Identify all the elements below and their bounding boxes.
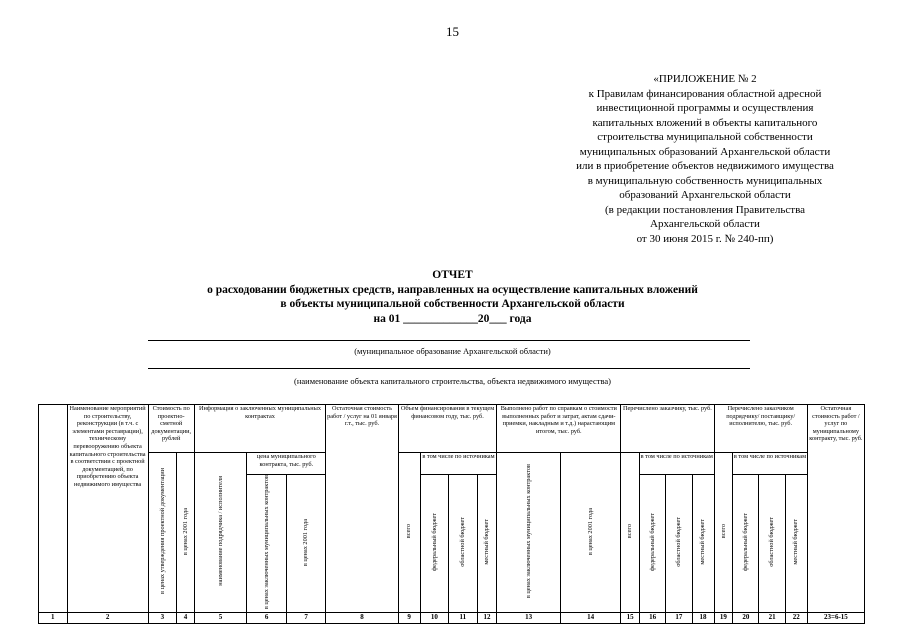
appendix-line: в муниципальную собственность муниципальных — [587, 174, 823, 187]
paid-sources-subheader: в том числе по источникам — [639, 453, 714, 475]
column-number: 18 — [692, 612, 714, 623]
appendix-line: или в приобретение объектов недвижимого имущества — [576, 160, 834, 172]
col-15-header: всего — [621, 453, 640, 613]
column-number: 2 — [67, 612, 148, 623]
report-title-block — [0, 268, 905, 326]
column-number: 1 — [39, 612, 68, 623]
object-caption: (наименование объекта капитального строительства, объекта недвижимого имущества) — [294, 376, 611, 386]
column-number: 14 — [560, 612, 620, 623]
col-8-header: Остаточная стоимость работ / услуг на 01 января г.т., тыс. руб. — [326, 405, 398, 613]
appendix-line: (в редакции постановления Правительства — [604, 203, 806, 216]
contracts-group-header: Информация о заключенных муниципальных контрактах — [194, 405, 326, 453]
col-16-header: федеральный бюджет — [639, 475, 665, 613]
col-19-header: всего — [714, 453, 733, 613]
municipality-fill-line — [148, 340, 750, 341]
report-subtitle-line: о расходовании бюджетных средств, направленных на осуществление капитальных вложений — [207, 283, 698, 296]
column-number: 6 — [247, 612, 286, 623]
column-number: 17 — [666, 612, 692, 623]
column-number: 7 — [286, 612, 325, 623]
column-number: 4 — [177, 612, 195, 623]
column-number: 3 — [148, 612, 177, 623]
col-4-header: в ценах 2001 года — [177, 453, 195, 613]
column-number: 22 — [785, 612, 807, 623]
transferred-sources-subheader: в том числе по источникам — [733, 453, 808, 475]
page-number: 15 — [446, 24, 459, 39]
column-number: 15 — [621, 612, 640, 623]
financing-sources-subheader: в том числе по источникам — [420, 453, 497, 475]
col-14-header: в ценах 2001 года — [560, 453, 620, 613]
column-number: 16 — [639, 612, 665, 623]
contract-price-group-header: цена муниципального контракта, тыс. руб. — [247, 453, 326, 475]
paid-to-customer-group-header: Перечислено заказчику, тыс. руб. — [621, 405, 714, 453]
appendix-line: от 30 июня 2015 г. № 240-пп) — [636, 232, 774, 245]
paid-by-customer-group-header: Перечислено заказчиком подрядчику/ поставщику/ исполнителю, тыс. руб. — [714, 405, 807, 453]
appendix-block — [545, 72, 865, 246]
column-number-row — [39, 612, 865, 623]
report-subtitle-line: в объекты муниципальной собственности Архангельской области — [280, 298, 625, 310]
completed-works-group-header: Выполнено работ по справкам о стоимости выполненных работ и затрат, актам сдачи-приемки, накладным и т.д.) нарастающим итогом, тыс. руб. — [497, 405, 621, 453]
col-3-header: в ценах утверждения проектной документации — [148, 453, 177, 613]
appendix-line: образований Архангельской области — [619, 189, 791, 201]
appendix-line: муниципальных образований Архангельской области — [579, 145, 831, 158]
column-number: 13 — [497, 612, 561, 623]
column-number: 10 — [420, 612, 449, 623]
col-5-header: наименование подрядчика / исполнителя — [194, 453, 247, 613]
col-1-header — [39, 405, 68, 613]
object-fill-line — [148, 368, 750, 369]
col-18-header: местный бюджет — [692, 475, 714, 613]
col-7-header: в ценах 2001 года — [286, 475, 325, 613]
report-date-line: на 01 _____________20___ года — [373, 312, 532, 325]
col-9-header: всего — [398, 453, 420, 613]
appendix-line: к Правилам финансирования областной адресной — [588, 87, 822, 100]
report-table — [38, 404, 865, 624]
column-number: 5 — [194, 612, 247, 623]
municipality-caption: (муниципальное образование Архангельской области) — [354, 346, 551, 356]
col-2-header: Наименование мероприятий по строительству, реконструкции (в т.ч. с элементами реставрации), техническому перевооружению объекта капитального строительства в соответствии с проектной документацией, по приобретению объекта недвижимого имущества — [67, 405, 148, 613]
col-21-header: областной бюджет — [759, 475, 785, 613]
col-12-header: местный бюджет — [477, 475, 497, 613]
financing-group-header: Объем финансирования в текущем финансовом году, тыс. руб. — [398, 405, 497, 453]
column-number: 23=6-15 — [807, 612, 864, 623]
col-10-header: федеральный бюджет — [420, 475, 449, 613]
col-17-header: областной бюджет — [666, 475, 692, 613]
appendix-line: «ПРИЛОЖЕНИЕ № 2 — [653, 73, 757, 85]
col-6-header: в ценах заключенных муниципальных контрактов — [247, 475, 286, 613]
cost-group-header: Стоимость по проектно-сметной документации, рублей — [148, 405, 194, 453]
col-13-header: в ценах заключенных муниципальных контрактов — [497, 453, 561, 613]
column-number: 9 — [398, 612, 420, 623]
column-number: 8 — [326, 612, 398, 623]
column-number: 19 — [714, 612, 733, 623]
col-20-header: федеральный бюджет — [733, 475, 759, 613]
column-number: 12 — [477, 612, 497, 623]
col-22-header: местный бюджет — [785, 475, 807, 613]
appendix-line: капитальных вложений в объекты капитального — [592, 116, 818, 129]
col-23-header: Остаточная стоимость работ / услуг по муниципальному контракту, тыс. руб. — [807, 405, 864, 613]
report-title: ОТЧЕТ — [432, 269, 473, 281]
appendix-line: Архангельской области — [650, 218, 760, 230]
col-11-header: областной бюджет — [449, 475, 478, 613]
column-number: 11 — [449, 612, 478, 623]
appendix-line: строительства муниципальной собственности — [597, 131, 813, 143]
appendix-line: инвестиционной программы и осуществления — [596, 102, 814, 114]
column-number: 21 — [759, 612, 785, 623]
column-number: 20 — [733, 612, 759, 623]
